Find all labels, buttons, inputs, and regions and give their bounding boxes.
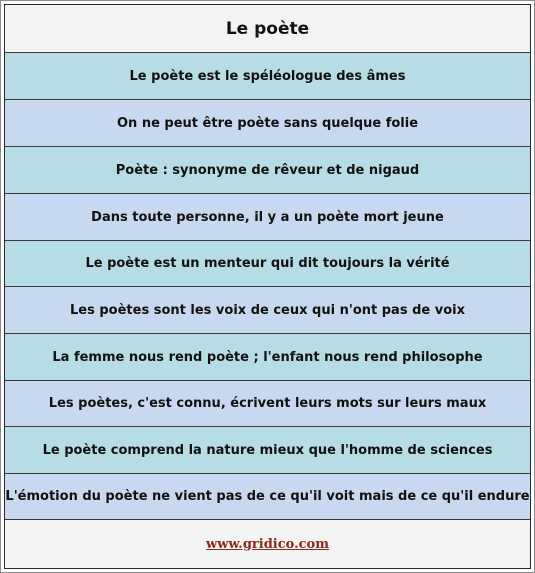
quote-row-6: Les poètes sont les voix de ceux qui n'ont pas de voix (5, 286, 530, 333)
quote-row-7: La femme nous rend poète ; l'enfant nous rend philosophe (5, 333, 530, 380)
website-link[interactable]: www.gridico.com (206, 536, 329, 552)
quote-row-4: Dans toute personne, il y a un poète mort jeune (5, 193, 530, 240)
quote-row-3: Poète : synonyme de rêveur et de nigaud (5, 146, 530, 193)
quote-row-9: Le poète comprend la nature mieux que l'homme de sciences (5, 426, 530, 473)
quotes-table (4, 4, 531, 569)
quote-row-2: On ne peut être poète sans quelque folie (5, 99, 530, 146)
table-title: Le poète (5, 5, 530, 52)
quote-row-5: Le poète est un menteur qui dit toujours la vérité (5, 240, 530, 286)
quote-row-1: Le poète est le spéléologue des âmes (5, 52, 530, 99)
footer-row (5, 519, 530, 568)
quote-row-8: Les poètes, c'est connu, écrivent leurs mots sur leurs maux (5, 380, 530, 426)
quote-row-10: L'émotion du poète ne vient pas de ce qu'il voit mais de ce qu'il endure (5, 473, 530, 519)
